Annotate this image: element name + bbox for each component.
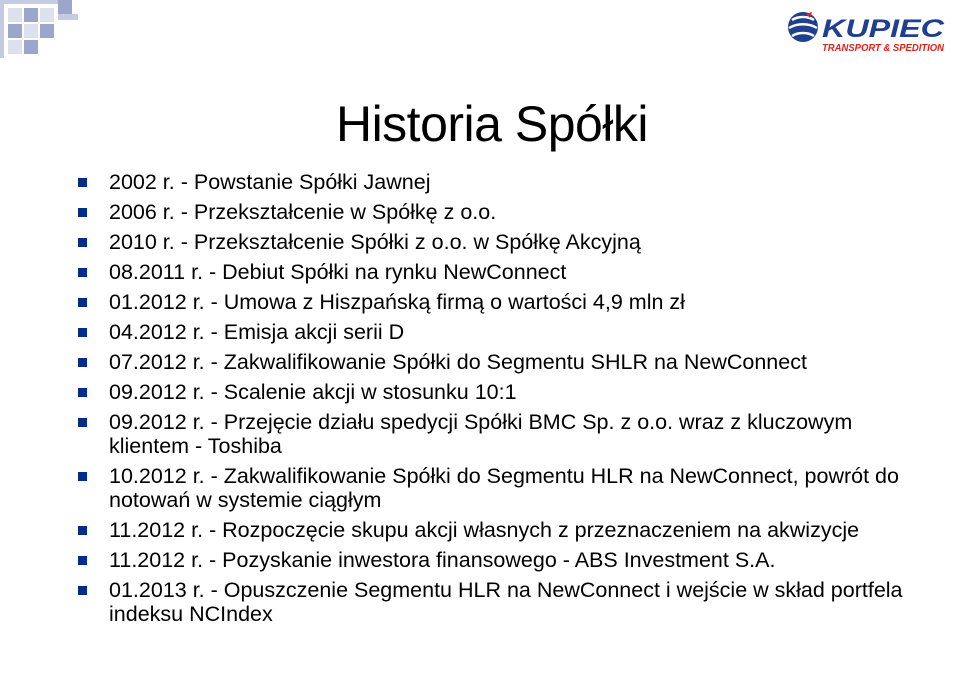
list-item [78,200,938,224]
list-item-text: 09.2012 r. - Scalenie akcji w stosunku 10:1 [109,380,517,404]
bullet-square-icon [78,358,87,367]
logo-brand: KUPIEC [822,15,946,43]
list-item [78,170,938,194]
slide-title: Historia Spółki [335,96,649,152]
list-item [78,518,938,542]
bullet-square-icon [78,526,87,535]
list-item-text: 01.2013 r. - Opuszczenie Segmentu HLR na NewConnect i wejście w skład portfela indeksu NCIndex [109,578,903,626]
list-item-text: 10.2012 r. - Zakwalifikowanie Spółki do Segmentu HLR na NewConnect, powrót do notowań w systemie ciągłym [109,464,899,512]
list-item [78,260,938,284]
bullet-square-icon [78,208,87,217]
list-item-text: 11.2012 r. - Rozpoczęcie skupu akcji własnych z przeznaczeniem na akwizycje [109,518,860,542]
history-list [78,170,938,632]
list-item-text: 01.2012 r. - Umowa z Hiszpańską firmą o wartości 4,9 mln zł [109,290,685,314]
corner-decoration [0,0,90,60]
bullet-square-icon [78,388,87,397]
list-item [78,548,938,572]
list-item [78,410,938,458]
list-item-text: 08.2011 r. - Debiut Spółki na rynku NewConnect [109,260,567,284]
bullet-square-icon [78,298,87,307]
bullet-square-icon [78,472,87,481]
list-item-text: 07.2012 r. - Zakwalifikowanie Spółki do Segmentu SHLR na NewConnect [109,350,807,374]
list-item [78,320,938,344]
list-item-text: 2002 r. - Powstanie Spółki Jawnej [109,170,431,194]
list-item [78,578,938,626]
bullet-square-icon [78,178,87,187]
bullet-square-icon [78,238,87,247]
list-item-text: 09.2012 r. - Przejęcie działu spedycji Spółki BMC Sp. z o.o. wraz z kluczowym klientem - Toshiba [109,410,853,458]
list-item [78,380,938,404]
list-item-text: 11.2012 r. - Pozyskanie inwestora finansowego - ABS Investment S.A. [109,548,776,572]
bullet-square-icon [78,328,87,337]
bullet-square-icon [78,586,87,595]
company-logo [786,10,948,56]
bullet-square-icon [78,418,87,427]
list-item [78,464,938,512]
bullet-square-icon [78,556,87,565]
bullet-square-icon [78,268,87,277]
list-item [78,230,938,254]
logo-tagline: TRANSPORT & SPEDITION [822,43,945,54]
list-item-text: 2006 r. - Przekształcenie w Spółkę z o.o. [109,200,497,224]
list-item-text: 04.2012 r. - Emisja akcji serii D [109,320,405,344]
list-item [78,350,938,374]
list-item-text: 2010 r. - Przekształcenie Spółki z o.o. w Spółkę Akcyjną [109,230,641,254]
list-item [78,290,938,314]
